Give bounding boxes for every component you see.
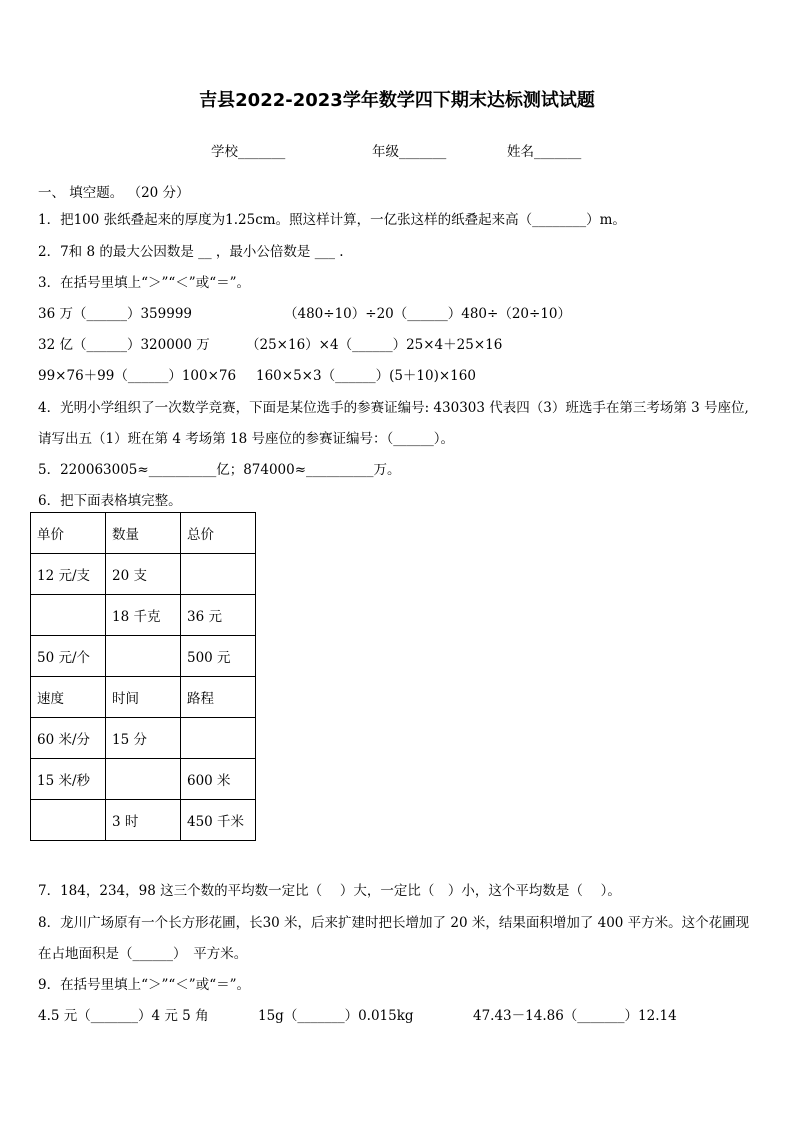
q9-item-1: 4.5 元（_______）4 元 5 角 <box>38 1008 209 1024</box>
table-cell: 路程 <box>181 677 256 718</box>
table-row <box>31 759 256 800</box>
school-field: 学校_______ <box>211 144 286 160</box>
table-cell <box>181 554 256 595</box>
question-8-line-1: 8．龙川广场原有一个长方形花圃，长30 米，后来扩建时把长增加了 20 米，结果面积增加了 400 平方米。这个花圃现 <box>38 915 750 931</box>
table-cell <box>181 718 256 759</box>
table-cell <box>31 595 106 636</box>
table-cell: 数量 <box>106 513 181 554</box>
table-cell <box>106 759 181 800</box>
table-cell: 600 米 <box>181 759 256 800</box>
table-row <box>31 677 256 718</box>
table-row <box>31 554 256 595</box>
table-cell: 15 分 <box>106 718 181 759</box>
question-4-line-2: 请写出五（1）班在第 4 考场第 18 号座位的参赛证编号：（______）。 <box>38 431 455 447</box>
q3-item-1b: （480÷10）÷20（______）480÷（20÷10） <box>284 306 571 322</box>
table-cell <box>31 800 106 841</box>
price-table <box>30 512 256 841</box>
name-field: 姓名_______ <box>507 144 582 160</box>
section-heading: 一、 填空题。 （20 分） <box>38 185 190 201</box>
table-cell: 单价 <box>31 513 106 554</box>
table-cell: 时间 <box>106 677 181 718</box>
grade-field: 年级_______ <box>372 144 447 160</box>
table-cell: 36 元 <box>181 595 256 636</box>
table-cell: 3 时 <box>106 800 181 841</box>
table-row <box>31 718 256 759</box>
table-row <box>31 800 256 841</box>
q3-item-2a: 32 亿（______）320000 万 <box>38 337 210 353</box>
table-cell: 500 元 <box>181 636 256 677</box>
table-cell: 450 千米 <box>181 800 256 841</box>
question-8-line-2: 在占地面积是（______） 平方米。 <box>38 946 248 962</box>
question-9-stem: 9．在括号里填上“＞”“＜”或“＝”。 <box>38 977 250 993</box>
question-4-line-1: 4．光明小学组织了一次数学竞赛，下面是某位选手的参赛证编号: 430303 代表四（3）班选手在第三考场第 3 号座位, <box>38 400 749 416</box>
question-7: 7．184，234，98 这三个数的平均数一定比（ ）大，一定比（ ）小，这个平均数是（ ）。 <box>38 883 621 899</box>
table-cell: 60 米/分 <box>31 718 106 759</box>
table-cell: 15 米/秒 <box>31 759 106 800</box>
table-cell: 12 元/支 <box>31 554 106 595</box>
table-row <box>31 513 256 554</box>
q3-item-2b: （25×16）×4（______）25×4＋25×16 <box>246 337 503 353</box>
table-cell: 50 元/个 <box>31 636 106 677</box>
table-row <box>31 595 256 636</box>
question-6-stem: 6．把下面表格填完整。 <box>38 493 182 509</box>
q9-item-3: 47.43－14.86（_______）12.14 <box>473 1008 677 1024</box>
exam-title: 吉县2022-2023学年数学四下期末达标测试试题 <box>199 90 595 111</box>
q3-item-3a: 99×76＋99（______）100×76 <box>38 368 237 384</box>
q3-item-1a: 36 万（______）359999 <box>38 306 193 322</box>
question-5: 5．220063005≈__________亿；874000≈__________万。 <box>38 462 401 478</box>
q3-item-3b: 160×5×3（______）(5＋10)×160 <box>256 368 476 384</box>
question-3-stem: 3．在括号里填上“＞”“＜”或“＝”。 <box>38 275 250 291</box>
table-cell <box>106 636 181 677</box>
q9-item-2: 15g（_______）0.015kg <box>258 1008 414 1024</box>
table-row <box>31 636 256 677</box>
table-cell: 总价 <box>181 513 256 554</box>
table-cell: 速度 <box>31 677 106 718</box>
table-cell: 18 千克 <box>106 595 181 636</box>
table-cell: 20 支 <box>106 554 181 595</box>
question-1: 1．把100 张纸叠起来的厚度为1.25cm。照这样计算，一亿张这样的纸叠起来高（________）m。 <box>38 212 626 228</box>
question-2: 2．7和 8 的最大公因数是 __ ，最小公倍数是 ___ . <box>38 244 344 260</box>
